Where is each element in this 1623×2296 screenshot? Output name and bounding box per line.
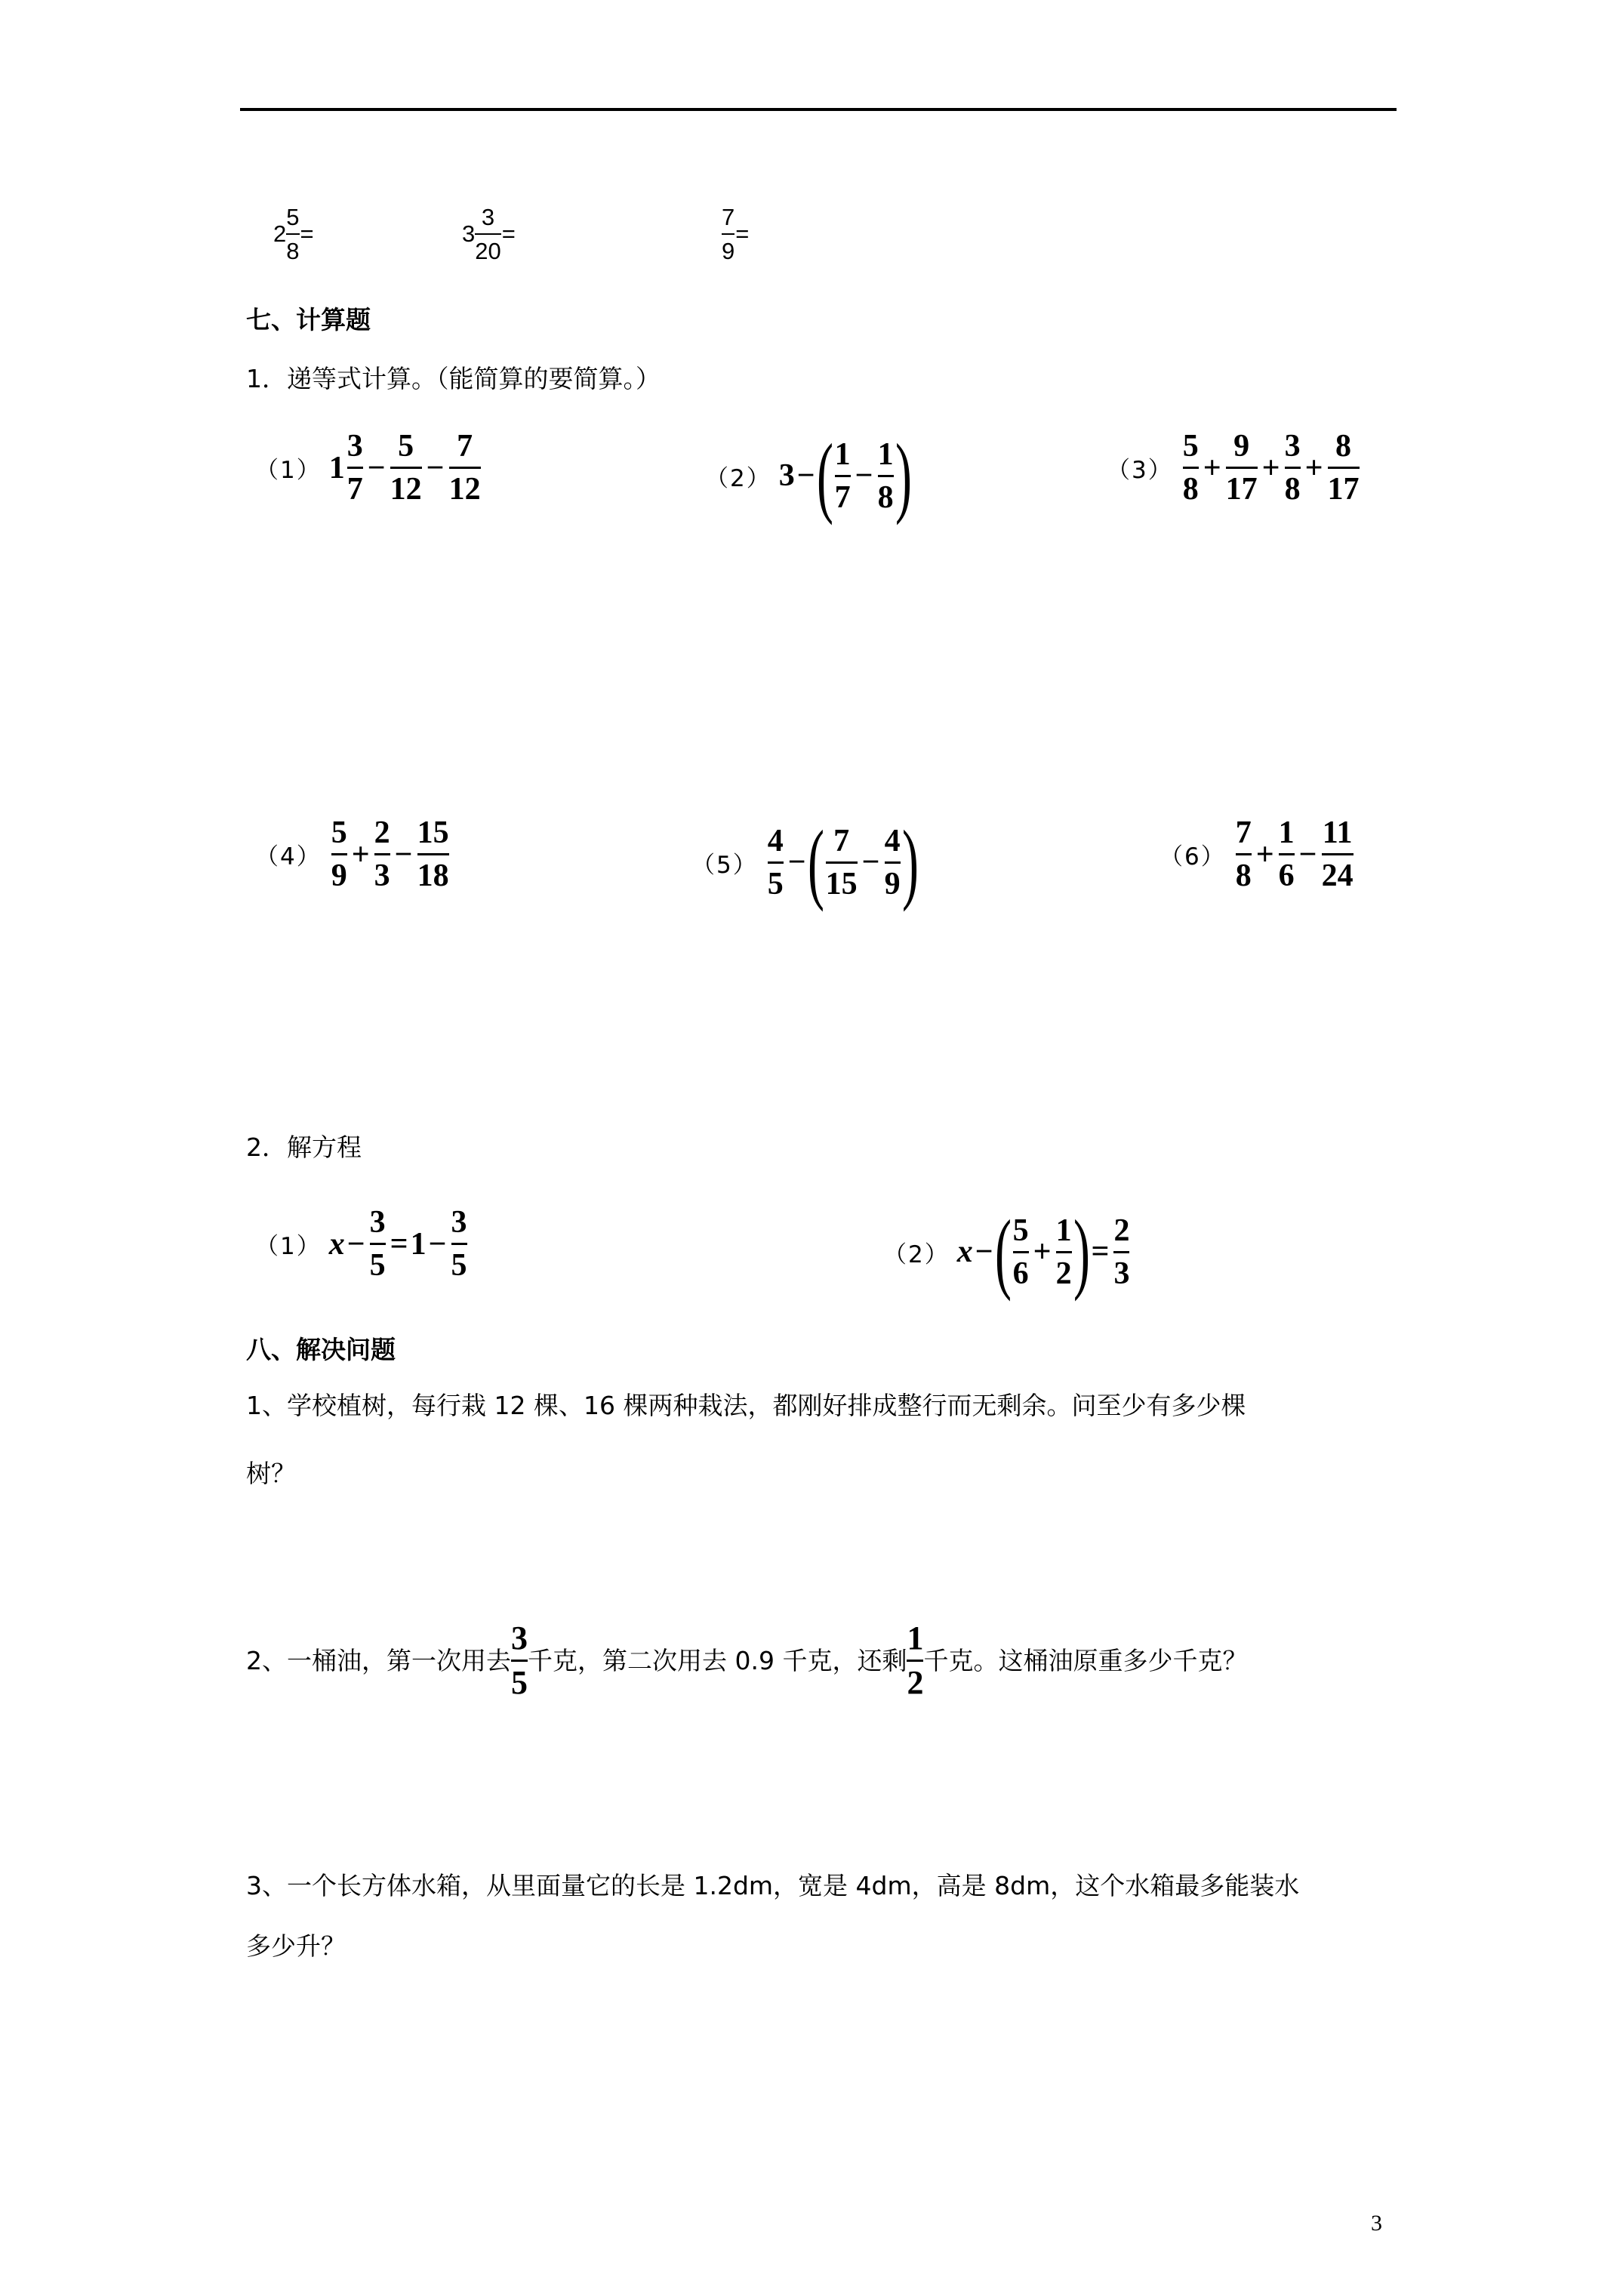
- problem-1-line-1: 1、学校植树，每行栽 12 棵、16 棵两种栽法，都刚好排成整行而无剩余。问至少有多少棵: [246, 1391, 1246, 1420]
- calc-item-6: （6） $\frac{7}{8}$ + $\frac{1}{6}$ − $\frac{11}{24}$: [1160, 815, 1354, 893]
- section-7-title: 七、计算题: [246, 305, 371, 334]
- numerator: 3: [481, 204, 495, 230]
- problem-2-text-a: 2、一桶油，第一次用去: [246, 1645, 511, 1675]
- problem-3-line-1: 3、一个长方体水箱，从里面量它的长是 1.2dm，宽是 4dm，高是 8dm，这个水箱最多能装水: [246, 1871, 1300, 1900]
- header-rule: [240, 108, 1397, 111]
- top-fraction-1: 2 $\frac{5}{8}$ =: [273, 204, 314, 264]
- calc-item-5: （5） $\frac{4}{5}$ − ( $\frac{7}{15}$ − $\frac{4}{9}$ ): [691, 812, 919, 912]
- problem-3-line-2: 多少升？: [246, 1931, 346, 1961]
- problem-2-text-b: 千克，第二次用去 0.9 千克，还剩: [528, 1645, 907, 1675]
- problem-2: [246, 1622, 1247, 1700]
- equation-2: （2） x − ( $\frac{5}{6}$ + $\frac{1}{2}$ ) = $\frac{2}{3}$: [883, 1201, 1130, 1302]
- calc-item-3: （3） $\frac{5}{8}$ + $\frac{9}{17}$ + $\frac{3}{8}$ + $\frac{8}{17}$: [1107, 429, 1360, 507]
- denominator: 20: [475, 238, 501, 264]
- denominator: 9: [722, 238, 735, 264]
- equation-1: （1） x − $\frac{3}{5}$ = 1 − $\frac{3}{5}$: [255, 1205, 467, 1283]
- numerator: 7: [722, 204, 735, 230]
- top-fraction-3: $\frac{7}{9}$ =: [722, 204, 750, 264]
- top-fraction-2: 3 $\frac{3}{20}$ =: [462, 204, 516, 264]
- calc-item-1: （1） 1 $\frac{3}{7}$ − $\frac{5}{12}$ − $\frac{7}{12}$: [255, 429, 481, 507]
- problem-2-text-c: 千克。这桶油原重多少千克？: [923, 1645, 1248, 1675]
- denominator: 8: [286, 238, 300, 264]
- section-8-title: 八、解决问题: [246, 1335, 396, 1364]
- calc-item-2: （2） 3 − ( $\frac{1}{7}$ − $\frac{1}{8}$ ): [705, 425, 912, 525]
- page-number: 3: [1371, 2211, 1382, 2236]
- problem-1-line-2: 树？: [246, 1459, 296, 1488]
- question-2-title: 2．解方程: [246, 1133, 362, 1162]
- question-1-title: 1．递等式计算。（能简算的要简算。）: [246, 364, 661, 393]
- calc-item-4: （4） $\frac{5}{9}$ + $\frac{2}{3}$ − $\frac{15}{18}$: [255, 815, 449, 893]
- numerator: 5: [286, 204, 300, 230]
- problem-2-fraction-1: $\frac{3}{5}$: [511, 1620, 528, 1701]
- problem-2-fraction-2: $\frac{1}{2}$: [907, 1620, 924, 1701]
